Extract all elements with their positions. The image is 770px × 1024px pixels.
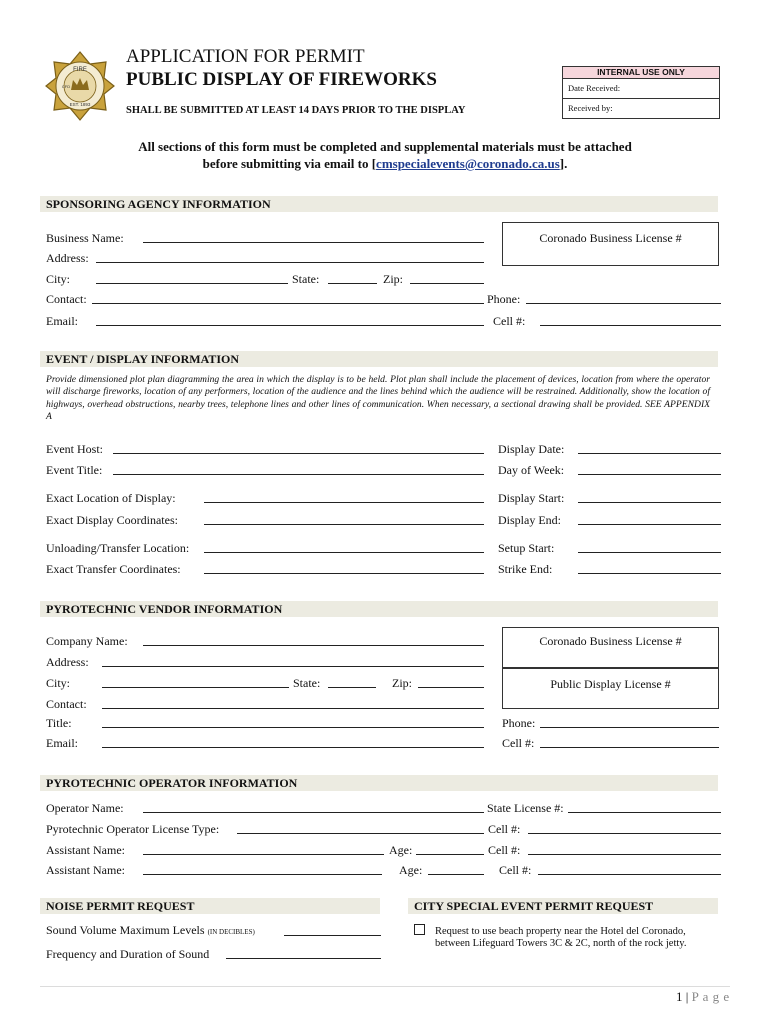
sponsor-email-field[interactable] bbox=[96, 325, 484, 326]
sponsor-phone-label: Phone: bbox=[487, 292, 521, 306]
page-label: P a g e bbox=[691, 989, 730, 1004]
vendor-section-header: PYROTECHNIC VENDOR INFORMATION bbox=[40, 601, 718, 617]
sponsor-contact-field[interactable] bbox=[92, 303, 484, 304]
sponsor-cell-label: Cell #: bbox=[493, 314, 526, 328]
strike-end-field[interactable] bbox=[578, 573, 721, 574]
internal-use-box bbox=[562, 66, 720, 119]
page-number: 1 bbox=[676, 989, 683, 1004]
intro-line1: All sections of this form must be completed and supplemental materials must be attached bbox=[138, 139, 632, 154]
day-of-week-label: Day of Week: bbox=[498, 463, 565, 477]
sponsor-state-label: State: bbox=[292, 272, 320, 286]
logo-left-text: CFD bbox=[61, 84, 71, 89]
date-received-label: Date Received: bbox=[568, 83, 621, 93]
sponsor-address-label: Address: bbox=[46, 251, 89, 265]
sponsor-address-field[interactable] bbox=[96, 262, 484, 263]
vendor-state-label: State: bbox=[293, 676, 321, 690]
form-title-line1: APPLICATION FOR PERMIT bbox=[126, 46, 365, 67]
transfer-coords-field[interactable] bbox=[204, 573, 484, 574]
operator-license-type-label: Pyrotechnic Operator License Type: bbox=[46, 822, 220, 836]
operator-name-field[interactable] bbox=[143, 812, 484, 813]
sponsor-zip-field[interactable] bbox=[410, 283, 484, 284]
assistant1-name-field[interactable] bbox=[143, 854, 384, 855]
received-by-label: Received by: bbox=[568, 103, 613, 113]
event-section-header: EVENT / DISPLAY INFORMATION bbox=[40, 351, 718, 367]
vendor-address-field[interactable] bbox=[102, 666, 484, 667]
transfer-coords-label: Exact Transfer Coordinates: bbox=[46, 562, 181, 576]
company-name-label: Company Name: bbox=[46, 634, 128, 648]
vendor-state-field[interactable] bbox=[328, 687, 376, 688]
unloading-location-label: Unloading/Transfer Location: bbox=[46, 541, 190, 555]
city-permit-section-header: CITY SPECIAL EVENT PERMIT REQUEST bbox=[408, 898, 718, 914]
sound-levels-field[interactable] bbox=[284, 935, 381, 936]
sponsor-license-box[interactable]: Coronado Business License # bbox=[502, 222, 719, 266]
noise-section-header: NOISE PERMIT REQUEST bbox=[40, 898, 380, 914]
display-date-field[interactable] bbox=[578, 453, 721, 454]
beach-request-line2: between Lifeguard Towers 3C & 2C, north of the rock jetty. bbox=[435, 938, 687, 949]
plot-plan-instructions: Provide dimensioned plot plan diagramming the area in which the display is to be held. Plot plan shall include the placement of devices, location from where the operator will discharge fireworks, location of any performers, location of the audience and the lines behind which the audience will be restrained. Additionally, show the location of highways, overhead obstructions, nearby trees, telephone lines and other lines of communication. When necessary, a sectional drawing shall be provided. SEE APPENDIX A bbox=[46, 374, 710, 422]
display-location-label: Exact Location of Display: bbox=[46, 491, 176, 505]
vendor-zip-field[interactable] bbox=[418, 687, 484, 688]
sponsor-city-label: City: bbox=[46, 272, 71, 286]
state-license-label: State License #: bbox=[487, 801, 564, 815]
event-title-field[interactable] bbox=[113, 474, 484, 475]
vendor-license-box[interactable]: Coronado Business License # bbox=[502, 627, 719, 669]
display-location-field[interactable] bbox=[204, 502, 484, 503]
vendor-contact-field[interactable] bbox=[102, 708, 484, 709]
page-footer: 1 | P a g e bbox=[676, 989, 730, 1004]
assistant1-age-field[interactable] bbox=[416, 854, 484, 855]
beach-request-checkbox[interactable] bbox=[414, 924, 425, 935]
vendor-title-label: Title: bbox=[46, 716, 72, 730]
assistant2-name-label: Assistant Name: bbox=[46, 863, 125, 877]
assistant2-cell-field[interactable] bbox=[538, 874, 721, 875]
vendor-title-field[interactable] bbox=[102, 727, 484, 728]
display-start-label: Display Start: bbox=[498, 491, 565, 505]
vendor-cell-field[interactable] bbox=[540, 747, 719, 748]
sponsor-contact-label: Contact: bbox=[46, 292, 87, 306]
sound-levels-label: Sound Volume Maximum Levels (IN DECIBLES) bbox=[46, 923, 255, 937]
vendor-address-label: Address: bbox=[46, 655, 89, 669]
internal-use-title: INTERNAL USE ONLY bbox=[563, 67, 719, 79]
assistant1-age-label: Age: bbox=[389, 843, 413, 857]
sponsor-cell-field[interactable] bbox=[540, 325, 721, 326]
fire-department-logo bbox=[44, 50, 116, 122]
form-title-line2: PUBLIC DISPLAY OF FIREWORKS bbox=[126, 69, 437, 90]
vendor-zip-label: Zip: bbox=[392, 676, 412, 690]
company-name-field[interactable] bbox=[143, 645, 484, 646]
assistant2-age-field[interactable] bbox=[428, 874, 484, 875]
frequency-duration-label: Frequency and Duration of Sound bbox=[46, 947, 210, 961]
setup-start-field[interactable] bbox=[578, 552, 721, 553]
beach-request-line1: Request to use beach property near the Hotel del Coronado, bbox=[435, 926, 686, 937]
operator-section-header: PYROTECHNIC OPERATOR INFORMATION bbox=[40, 775, 718, 791]
intro-line2: before submitting via email to [cmspecialevents@coronado.ca.us]. bbox=[202, 156, 568, 171]
assistant1-cell-label: Cell #: bbox=[488, 843, 521, 857]
event-host-label: Event Host: bbox=[46, 442, 103, 456]
assistant2-name-field[interactable] bbox=[143, 874, 382, 875]
vendor-city-field[interactable] bbox=[102, 687, 289, 688]
assistant2-cell-label: Cell #: bbox=[499, 863, 532, 877]
footer-divider bbox=[40, 986, 730, 987]
vendor-city-label: City: bbox=[46, 676, 71, 690]
assistant2-age-label: Age: bbox=[399, 863, 423, 877]
vendor-cell-label: Cell #: bbox=[502, 736, 535, 750]
frequency-duration-field[interactable] bbox=[226, 958, 381, 959]
sponsor-zip-label: Zip: bbox=[383, 272, 403, 286]
state-license-field[interactable] bbox=[568, 812, 721, 813]
vendor-contact-label: Contact: bbox=[46, 697, 87, 711]
business-name-field[interactable] bbox=[143, 242, 484, 243]
strike-end-label: Strike End: bbox=[498, 562, 553, 576]
submission-email-link[interactable]: cmspecialevents@coronado.ca.us bbox=[376, 156, 560, 171]
sponsor-email-label: Email: bbox=[46, 314, 78, 328]
vendor-phone-label: Phone: bbox=[502, 716, 536, 730]
unloading-location-field[interactable] bbox=[204, 552, 484, 553]
decibel-unit-note: (IN DECIBLES) bbox=[207, 928, 255, 936]
operator-cell-field[interactable] bbox=[528, 833, 721, 834]
form-subtitle: SHALL BE SUBMITTED AT LEAST 14 DAYS PRIOR TO THE DISPLAY bbox=[126, 105, 466, 116]
operator-license-type-field[interactable] bbox=[237, 833, 484, 834]
vendor-email-field[interactable] bbox=[102, 747, 484, 748]
event-host-field[interactable] bbox=[113, 453, 484, 454]
assistant1-name-label: Assistant Name: bbox=[46, 843, 125, 857]
public-display-license-box[interactable]: Public Display License # bbox=[502, 667, 719, 709]
sponsor-phone-field[interactable] bbox=[526, 303, 721, 304]
sponsor-section-header: SPONSORING AGENCY INFORMATION bbox=[40, 196, 718, 212]
operator-cell-label: Cell #: bbox=[488, 822, 521, 836]
logo-top-text: FIRE bbox=[73, 67, 87, 73]
event-title-label: Event Title: bbox=[46, 463, 103, 477]
vendor-email-label: Email: bbox=[46, 736, 78, 750]
display-end-label: Display End: bbox=[498, 513, 561, 527]
display-end-field[interactable] bbox=[578, 524, 721, 525]
operator-name-label: Operator Name: bbox=[46, 801, 124, 815]
vendor-phone-field[interactable] bbox=[540, 727, 719, 728]
display-coords-label: Exact Display Coordinates: bbox=[46, 513, 178, 527]
logo-bottom-text: EST. 1893 bbox=[69, 102, 91, 107]
display-start-field[interactable] bbox=[578, 502, 721, 503]
display-date-label: Display Date: bbox=[498, 442, 565, 456]
business-name-label: Business Name: bbox=[46, 231, 124, 245]
assistant1-cell-field[interactable] bbox=[528, 854, 721, 855]
display-coords-field[interactable] bbox=[204, 524, 484, 525]
setup-start-label: Setup Start: bbox=[498, 541, 555, 555]
day-of-week-field[interactable] bbox=[578, 474, 721, 475]
sponsor-state-field[interactable] bbox=[328, 283, 377, 284]
sponsor-city-field[interactable] bbox=[96, 283, 288, 284]
